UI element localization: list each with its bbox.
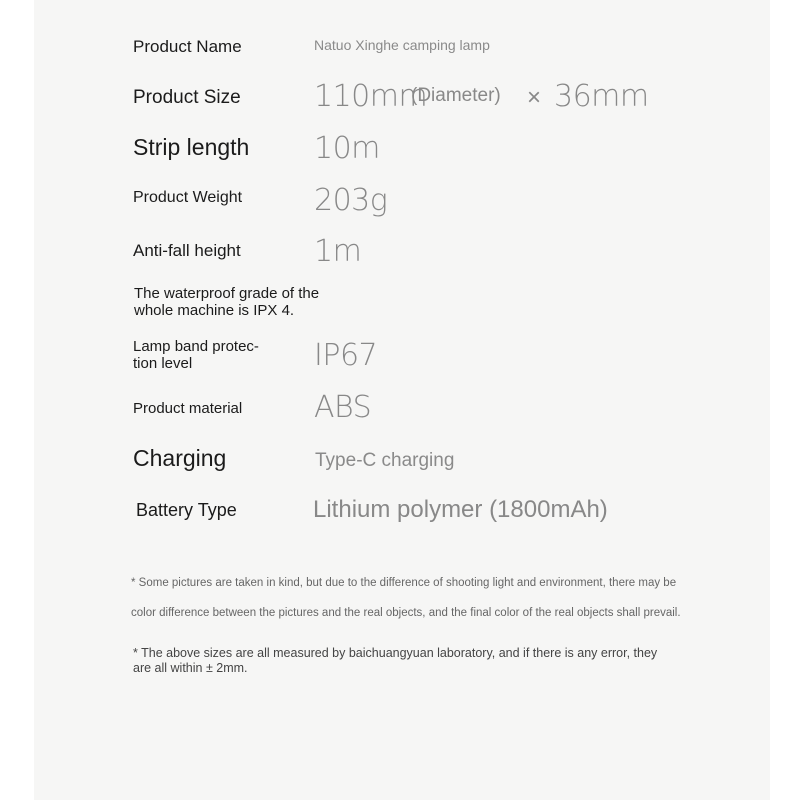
footnote-color-line2: color difference between the pictures and the real objects, and the final color of the real objects shall prevail. — [131, 607, 681, 619]
spec-label-lamp-band-line2: tion level — [133, 355, 193, 372]
spec-value-anti-fall-height: 1m — [314, 234, 362, 269]
spec-value-strip-length: 10m — [314, 131, 380, 166]
spec-label-charging: Charging — [133, 445, 227, 471]
spec-label-strip-length: Strip length — [133, 134, 250, 160]
spec-value-size-diameter: 110mm — [314, 79, 428, 114]
footnote-color-line1: * Some pictures are taken in kind, but due to the difference of shooting light and environment, there may be — [131, 577, 677, 589]
spec-label-battery-type: Battery Type — [136, 500, 237, 520]
spec-label-anti-fall-height: Anti-fall height — [133, 241, 241, 260]
spec-value-size-times: × — [527, 84, 542, 111]
spec-value-product-material: ABS — [314, 390, 372, 425]
spec-waterproof-line2: whole machine is IPX 4. — [134, 302, 295, 319]
spec-value-product-weight: 203g — [314, 183, 388, 218]
spec-waterproof-line1: The waterproof grade of the — [134, 285, 320, 302]
spec-label-product-weight: Product Weight — [133, 189, 243, 206]
spec-value-product-name: Natuo Xinghe camping lamp — [314, 37, 490, 53]
spec-value-size-height: 36mm — [554, 79, 649, 114]
footnote-size-line2: are all within ± 2mm. — [133, 661, 248, 675]
spec-value-charging: Type-C charging — [315, 450, 455, 471]
spec-value-lamp-band: IP67 — [314, 338, 378, 373]
spec-value-size-diameter-note: (Diameter) — [411, 85, 501, 106]
spec-label-lamp-band-line1: Lamp band protec- — [133, 338, 259, 355]
footnote-size-line1: * The above sizes are all measured by baichuangyuan laboratory, and if there is any error, they — [133, 646, 658, 660]
spec-label-product-size: Product Size — [133, 87, 241, 108]
spec-label-product-material: Product material — [133, 400, 243, 417]
spec-sheet — [34, 0, 770, 800]
spec-label-product-name: Product Name — [133, 37, 242, 56]
spec-value-battery-type: Lithium polymer (1800mAh) — [313, 496, 608, 523]
